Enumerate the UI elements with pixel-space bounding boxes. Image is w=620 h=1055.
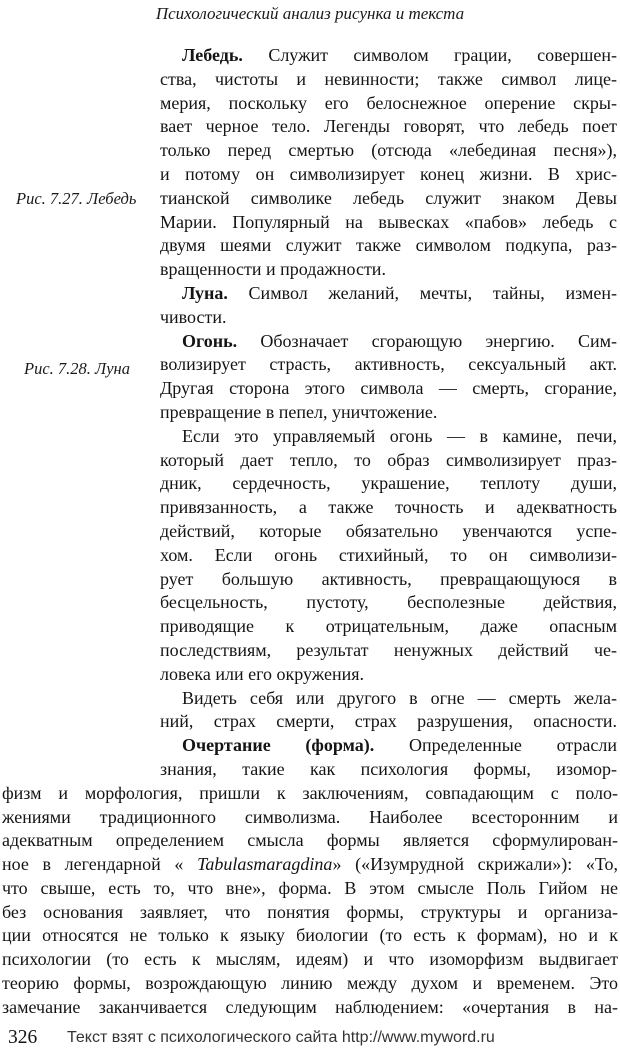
text-line: чивости. <box>160 306 227 327</box>
text-line <box>160 330 617 354</box>
text-line: ции относятся не только к языку биологии (то есть к формам), но и к <box>2 925 618 946</box>
paragraph-lead: Луна. <box>182 282 228 303</box>
text-line: знания, такие как психология формы, изомор- <box>160 758 617 779</box>
text-line: волизирует страсть, активность, сексуальный акт. <box>160 354 617 375</box>
text-line: психологии (то есть к мыслям, идеям) и что изоморфизм выдвигает <box>2 949 618 970</box>
page-body <box>2 44 618 1020</box>
running-header: Психологический анализ рисунка и текста <box>155 4 465 23</box>
footer-credit: Текст взят с психологического сайта http://www.myword.ru <box>67 1029 495 1046</box>
text-line: тианской символике лебедь служит знаком Девы <box>160 187 617 208</box>
text-line: адекватным определением смысла формы является сформулирован- <box>2 830 618 851</box>
text-line: и потому он символизирует конец жизни. В хрис- <box>160 163 617 184</box>
line-text: Символ желаний, мечты, тайны, измен- <box>227 282 617 303</box>
page-number: 326 <box>8 1027 38 1048</box>
text-line: жениями традиционного символизма. Наиболее всесторонним и <box>2 806 618 827</box>
text-line: хом. Если огонь стихийный, то он символизи- <box>160 544 617 565</box>
paragraph-lead: Лебедь. <box>182 45 243 65</box>
text-line: дник, сердечность, украшение, теплоту души, <box>160 473 617 494</box>
text-line: замечание заканчивается следующим наблюдением: «очертания в на- <box>2 996 618 1017</box>
text-line: бесцельность, пустоту, бесполезные действия, <box>160 592 617 613</box>
line-text: Обозначает сгорающую энергию. Сим- <box>237 330 617 351</box>
text-line <box>160 44 617 68</box>
text-line <box>2 853 618 877</box>
text-line: Если это управляемый огонь — в камине, печи, <box>182 425 617 446</box>
text-line <box>160 282 617 306</box>
text-line: вает черное тело. Легенды говорят, что лебедь поет <box>160 116 617 137</box>
text-line: рует большую активность, превращающуюся в <box>160 568 617 589</box>
text-line: Марии. Популярный на вывесках «пабов» лебедь с <box>160 211 617 232</box>
text-line: физм и морфология, пришли к заключениям, совпадающим с поло- <box>2 782 618 803</box>
text-line <box>160 734 617 758</box>
text-line: приводящие к отрицательным, даже опасным <box>160 616 617 637</box>
text-line: Видеть себя или другого в огне — смерть жела- <box>182 687 617 708</box>
text-line: превращение в пепел, уничтожение. <box>160 401 438 422</box>
text-line: мерия, поскольку его белоснежное оперение скры- <box>160 92 617 113</box>
text-line: привязанность, а также точность и адекватность <box>160 497 617 518</box>
text-line: двумя шеями служит также символом подкупа, раз- <box>160 235 617 256</box>
paragraph-lead: Очертание (форма). <box>182 735 375 756</box>
latin-term: Tabulasmaragdina <box>197 854 333 875</box>
text-line: ний, страх смерти, страх разрушения, опасности. <box>160 711 617 732</box>
figure-caption-7-27: Рис. 7.27. Лебедь <box>16 189 137 208</box>
line-text: Служит символом грации, совершен- <box>242 45 617 65</box>
text-line: действий, которые обязательно увенчаются успе- <box>160 520 617 541</box>
text-line: ства, чистоты и невинности; также символ лице- <box>160 68 617 89</box>
text-line: ловека или его окружения. <box>160 663 365 684</box>
line-text: Определенные отрасли <box>374 735 618 756</box>
text-line: только перед смертью (отсюда «лебединая песня»), <box>160 140 617 161</box>
text-line: вращенности и продажности. <box>160 259 386 280</box>
text-line: последствиям, результат ненужных действий че- <box>160 639 617 660</box>
line-text: » («Изумрудной скрижали»): «То, <box>332 854 618 875</box>
text-line: что свыше, есть то, что вне», форма. В этом смысле Поль Гийом не <box>2 877 618 898</box>
text-line: который дает тепло, то образ символизирует праз- <box>160 449 617 470</box>
text-line: без основания заявляет, что понятия формы, структуры и организа- <box>2 901 618 922</box>
text-line: Другая сторона этого символа — смерть, сгорание, <box>160 378 617 399</box>
text-line: теорию формы, возрождающую линию между духом и временем. Это <box>2 973 618 994</box>
line-text: ное в легендарной « <box>2 854 198 875</box>
paragraph-lead: Огонь. <box>182 330 238 351</box>
figure-caption-7-28: Рис. 7.28. Луна <box>24 359 130 378</box>
